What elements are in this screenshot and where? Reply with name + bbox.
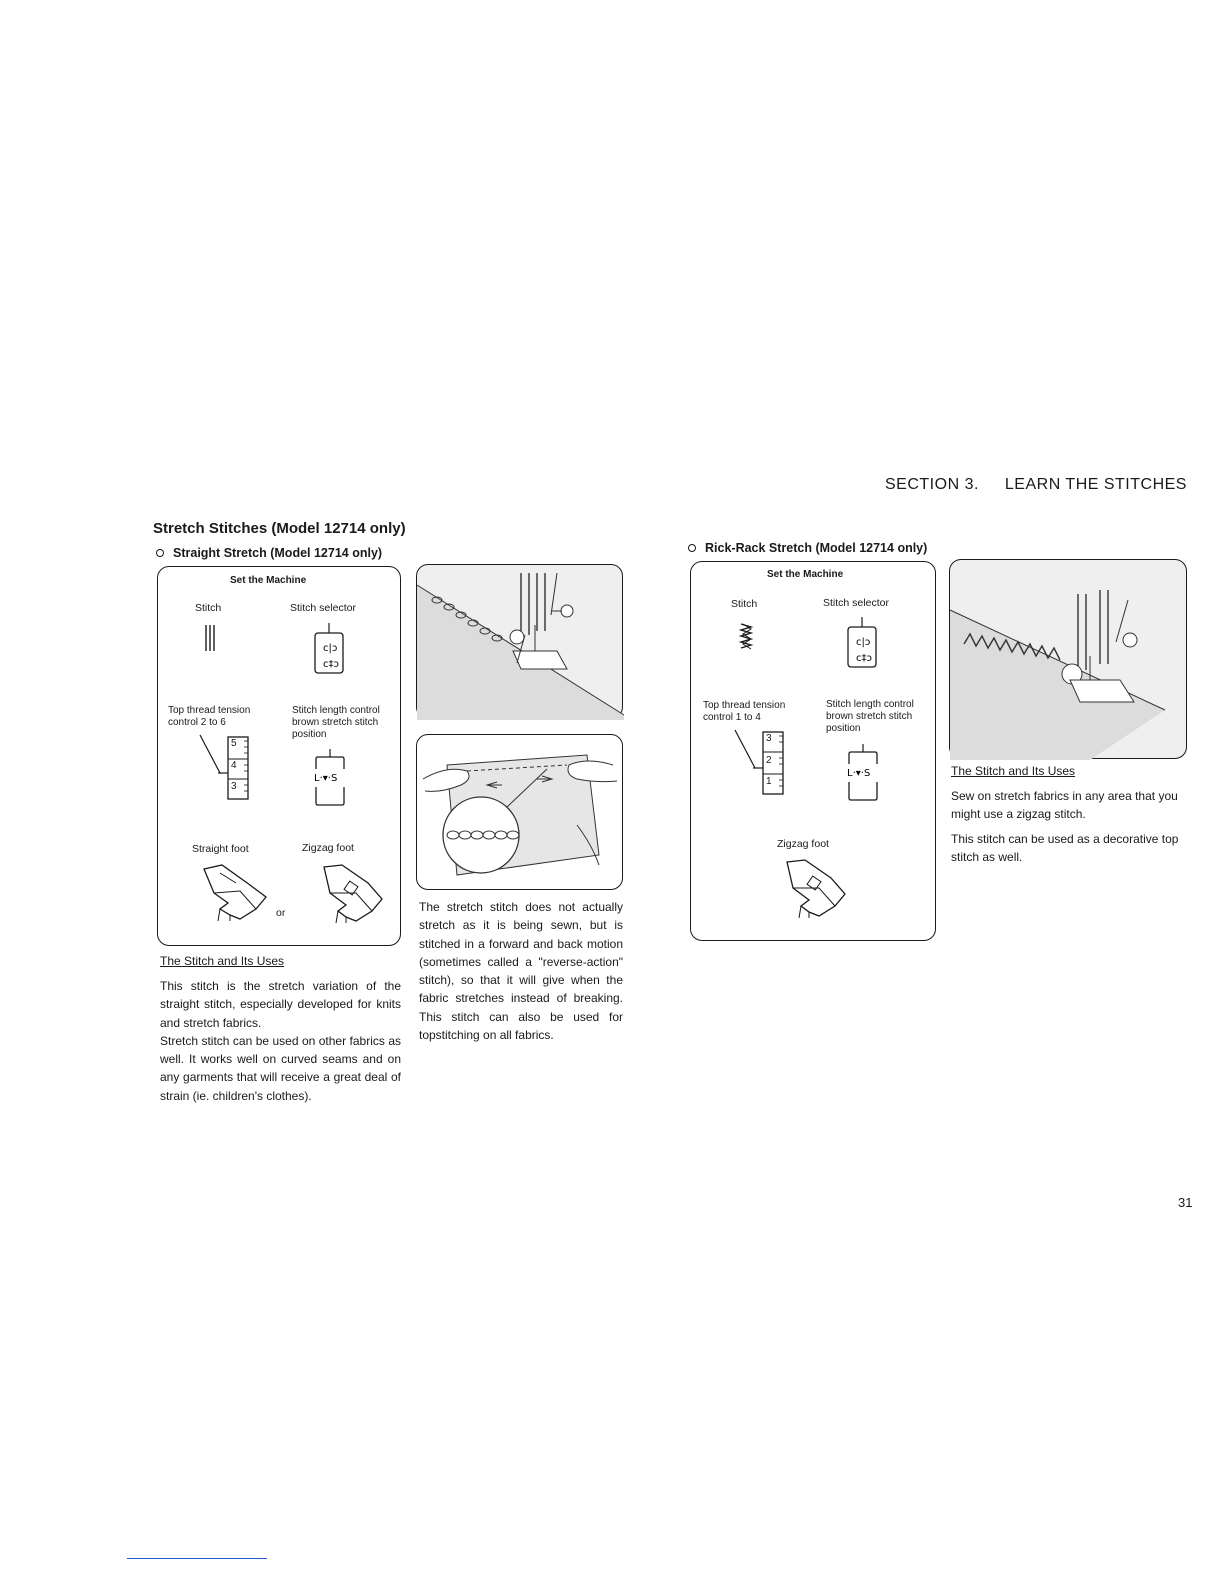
tension-value: 3 [231,781,237,792]
straight-uses-heading: The Stitch and Its Uses [160,954,285,968]
page-number: 31 [1178,1195,1193,1210]
tension-dial-icon [198,733,254,803]
rickrack-stitch-icon [739,622,753,652]
stitch-label: Stitch [195,602,222,614]
straight-stretch-subtitle [156,546,382,560]
straight-foot-label: Straight foot [192,843,249,855]
stitch-selector-icon [313,623,345,675]
rickrack-stretch-subtitle [688,541,927,555]
straight-stretch-stitch-icon [204,623,218,653]
hands-stretching-fabric-illustration [417,735,624,891]
rickrack-sewing-illustration [949,559,1187,759]
straight-uses-text [160,977,401,1105]
fabric-stretch-illustration [416,734,623,890]
tension-value: 3 [766,733,772,744]
paragraph: This stitch can be used as a decorative top stitch as well. [951,831,1179,864]
zigzag-foot-label: Zigzag foot [302,842,354,854]
panel-heading: Set the Machine [767,569,844,580]
straight-stretch-subtitle-text: Straight Stretch (Model 12714 only) [173,546,383,560]
stitch-length-label: Stitch length control brown stretch stitch position [292,705,380,740]
bullet-icon [156,549,164,557]
paragraph: Stretch stitch can be used on other fabrics as well. It works well on curved seams and on any garments that will receive a great deal of strain (ie. children's clothes). [160,1033,401,1103]
stitch-selector-icon [846,617,878,669]
tension-label: Top thread tension control 2 to 6 [168,705,251,728]
stitch-length-control-icon [310,749,350,807]
presser-foot-illustration [417,565,624,720]
tension-label: Top thread tension control 1 to 4 [703,700,786,723]
or-label: or [276,907,286,919]
bullet-icon [688,544,696,552]
rickrack-stretch-subtitle-text: Rick-Rack Stretch (Model 12714 only) [705,541,928,555]
straight-stretch-sewing-illustration [416,564,623,719]
section-number: SECTION 3. [885,476,979,493]
panel-heading: Set the Machine [230,575,307,586]
svg-text:L·▾·S: L·▾·S [314,773,338,784]
svg-text:L·▾·S: L·▾·S [847,768,871,779]
svg-text:c‡ɔ: c‡ɔ [856,653,872,664]
stitch-label: Stitch [731,598,758,610]
divider [127,1558,267,1559]
svg-text:c|ɔ: c|ɔ [856,637,871,648]
section-title: LEARN THE STITCHES [1004,476,1187,493]
stitch-selector-label: Stitch selector [823,597,889,609]
paragraph: Sew on stretch fabrics in any area that you might use a zigzag stitch. [951,789,1178,822]
zigzag-foot-label: Zigzag foot [777,838,829,850]
tension-value: 5 [231,738,237,749]
zigzag-foot-icon [316,863,386,925]
straight-settings-panel [157,566,401,946]
zigzag-foot-icon [779,858,849,922]
rickrack-uses-text [951,787,1193,866]
straight-foot-icon [200,863,270,923]
paragraph: This stitch is the stretch variation of the straight stitch, especially developed for knits and stretch fabrics. [160,979,401,1030]
presser-foot-illustration [950,560,1188,760]
rickrack-uses-heading: The Stitch and Its Uses [951,764,1076,778]
svg-text:c|ɔ: c|ɔ [323,643,338,654]
rickrack-settings-panel [690,561,936,941]
tension-dial-icon [733,728,789,798]
stitch-selector-label: Stitch selector [290,602,356,614]
svg-text:c‡ɔ: c‡ɔ [323,659,339,670]
tension-value: 1 [766,776,772,787]
tension-value: 2 [766,755,772,766]
page-title: Stretch Stitches (Model 12714 only) [153,520,406,537]
tension-value: 4 [231,760,237,771]
stretch-stitch-caption: The stretch stitch does not actually stretch as it is being sewn, but is stitched in a forward and back motion (sometimes called a "reverse-action" stitch), so that it will give when the fabric stretches instead of breaking. This stitch can also be used for topstitching on all fabrics. [419,900,623,1043]
stitch-length-control-icon [843,744,883,802]
section-header [885,476,1187,494]
stitch-length-label: Stitch length control brown stretch stitch position [826,699,914,734]
